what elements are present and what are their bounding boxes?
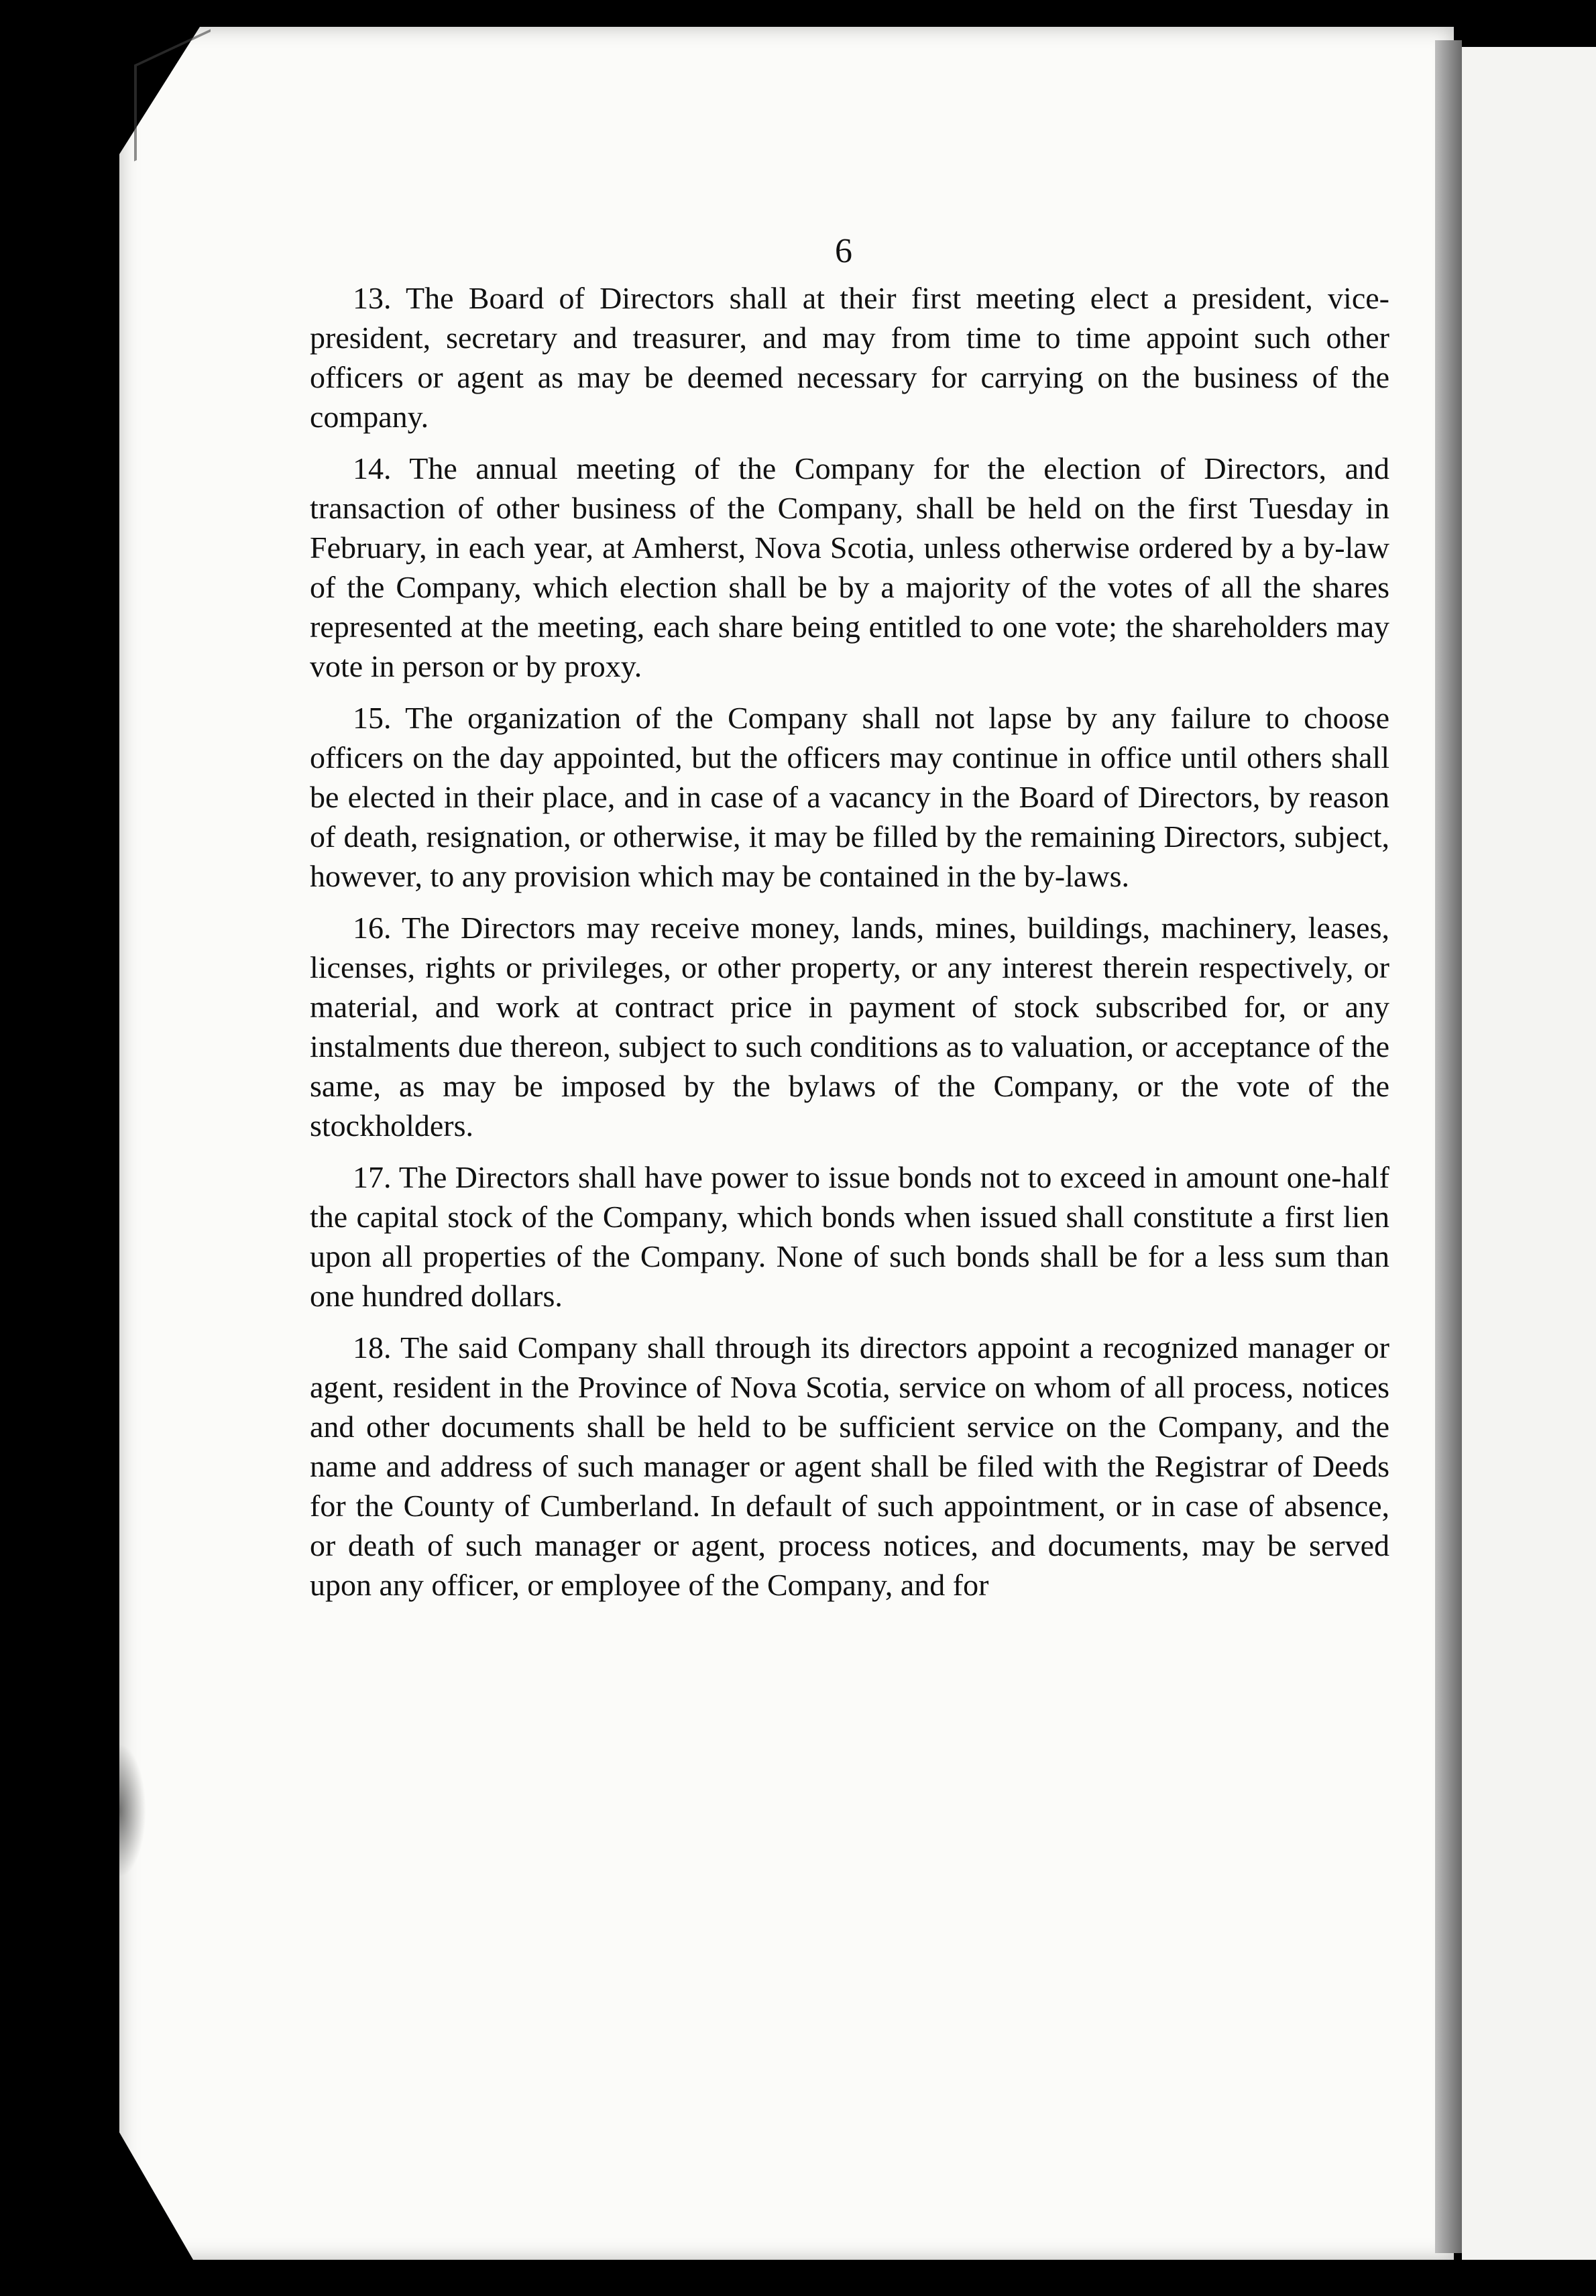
paragraph-18: 18. The said Company shall through its directors appoint a recognized manager or agent, resident in the Province of Nova Scotia, service on whom of all process, notices and other documents shall be held to be sufficient service on the Company, and the name and address of such manager or agent shall be filed with the Registrar of Deeds for the County of Cumberland. In default of such appointment, or in case of absence, or death of such manager or agent, process notices, and documents, may be served upon any officer, or employee of the Company, and for (310, 1330, 1389, 1602)
folded-corner-bottom (119, 2132, 193, 2260)
paragraph-16: 16. The Directors may receive money, lands, mines, buildings, machinery, leases, licenses, rights or privileges, or other property, or any interest therein respectively, or material, and work at contract price in payment of stock subscribed for, or any instalments due thereon, subject to such conditions as to valuation, or acceptance of the same, as may be imposed by the bylaws of the Company, or the vote of the stockholders. (310, 911, 1389, 1143)
facing-page (1462, 47, 1596, 2260)
page-gutter (1435, 40, 1462, 2253)
paragraph-15: 15. The organization of the Company shall not lapse by any failure to choose officers on the day appointed, but the officers may continue in office until others shall be elected in their place, and in case of a vacancy in the Board of Directors, by reason of death, resignation, or otherwise, it may be filled by the remaining Directors, subject, however, to any provision which may be contained in the by-laws. (310, 701, 1389, 893)
page-number: 6 (835, 232, 852, 270)
paragraph-14: 14. The annual meeting of the Company for the election of Directors, and transaction of other business of the Company, shall be held on the first Tuesday in February, in each year, at Amherst, Nova Scotia, unless otherwise ordered by a by-law of the Company, which election shall be by a majority of the votes of all the shares represented at the meeting, each share being entitled to one vote; the shareholders may vote in person or by proxy. (310, 451, 1389, 683)
paragraph-17: 17. The Directors shall have power to issue bonds not to exceed in amount one-half the capital stock of the Company, which bonds when issued shall constitute a first lien upon all properties of the Company. None of such bonds shall be for a less sum than one hundred dollars. (310, 1160, 1389, 1313)
body-text (310, 278, 1389, 1617)
paragraph-13: 13. The Board of Directors shall at their first meeting elect a president, vice-president, secretary and treasurer, and may from time to time appoint such other officers or agent as may be deemed necessary for carrying on the business of the company. (310, 281, 1389, 434)
page-edge-stain (119, 1743, 146, 1878)
